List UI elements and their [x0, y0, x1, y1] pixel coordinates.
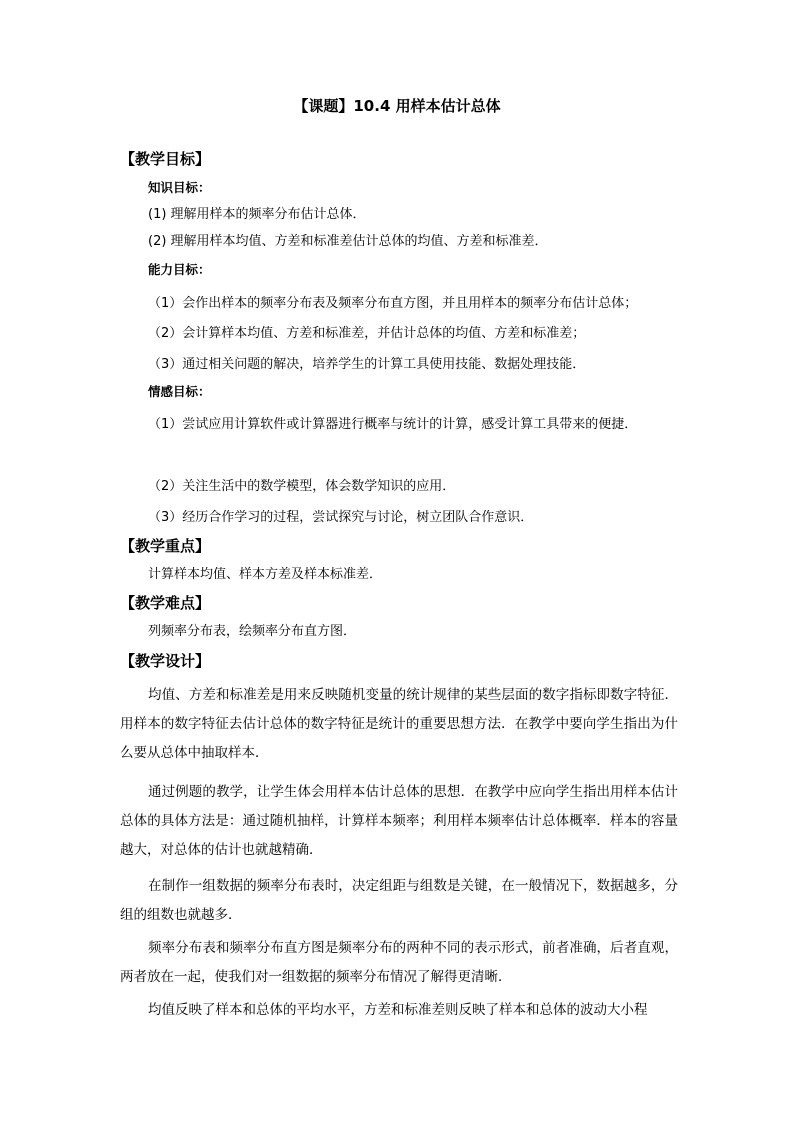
knowledge-item-2: (2) 理解用样本均值、方差和标准差估计总体的均值、方差和标准差． [148, 234, 548, 249]
knowledge-item-1: (1) 理解用样本的频率分布估计总体． [148, 207, 366, 222]
ability-item-1: （1）会作出样本的频率分布表及频率分布直方图，并且用样本的频率分布估计总体； [148, 296, 638, 311]
key-points-text: 计算样本均值、样本方差及样本标准差． [148, 567, 383, 582]
emotion-item-2: （2）关注生活中的数学模型，体会数学知识的应用． [148, 479, 456, 494]
design-paragraph-4: 频率分布表和频率分布直方图是频率分布的两种不同的表示形式，前者准确，后者直观，两者放在一起，使我们对一组数据的频率分布情况了解得更清晰． [120, 940, 678, 985]
design-paragraph-3: 在制作一组数据的频率分布表时，决定组距与组数是关键，在一般情况下，数据越多，分组的组数也就越多． [120, 878, 678, 923]
emotion-item-1: （1）尝试应用计算软件或计算器进行概率与统计的计算，感受计算工具带来的便捷． [148, 417, 638, 432]
difficulties-text: 列频率分布表，绘频率分布直方图． [148, 624, 357, 639]
emotion-item-3: （3）经历合作学习的过程，尝试探究与讨论，树立团队合作意识． [148, 510, 534, 525]
design-paragraph-1: 均值、方差和标准差是用来反映随机变量的统计规律的某些层面的数字指标即数字特征．用样本的数字特征去估计总体的数字特征是统计的重要思想方法．在教学中要向学生指出为什么要从总体中抽取样本． [120, 687, 678, 761]
ability-item-2: （2）会计算样本均值、方差和标准差，并估计总体的均值、方差和标准差； [148, 326, 586, 341]
lesson-title: 【课题】10.4 用样本估计总体 [293, 97, 501, 115]
knowledge-objectives-label: 知识目标： [148, 180, 211, 195]
design-heading: 【教学设计】 [120, 652, 211, 670]
difficulties-heading: 【教学难点】 [120, 594, 211, 612]
key-points-heading: 【教学重点】 [120, 537, 211, 555]
design-paragraph-2: 通过例题的教学，让学生体会用样本估计总体的思想．在教学中应向学生指出用样本估计总体的具体方法是：通过随机抽样，计算样本频率；利用样本频率估计总体概率．样本的容量越大，对总体的估计也就越精确． [120, 784, 678, 858]
design-paragraph-5: 均值反映了样本和总体的平均水平，方差和标准差则反映了样本和总体的波动大小程 [148, 1002, 648, 1018]
objectives-heading: 【教学目标】 [120, 150, 211, 168]
ability-item-3: （3）通过相关问题的解决，培养学生的计算工具使用技能、数据处理技能． [148, 357, 586, 372]
emotion-objectives-label: 情感目标： [148, 384, 211, 399]
ability-objectives-label: 能力目标： [148, 262, 211, 277]
